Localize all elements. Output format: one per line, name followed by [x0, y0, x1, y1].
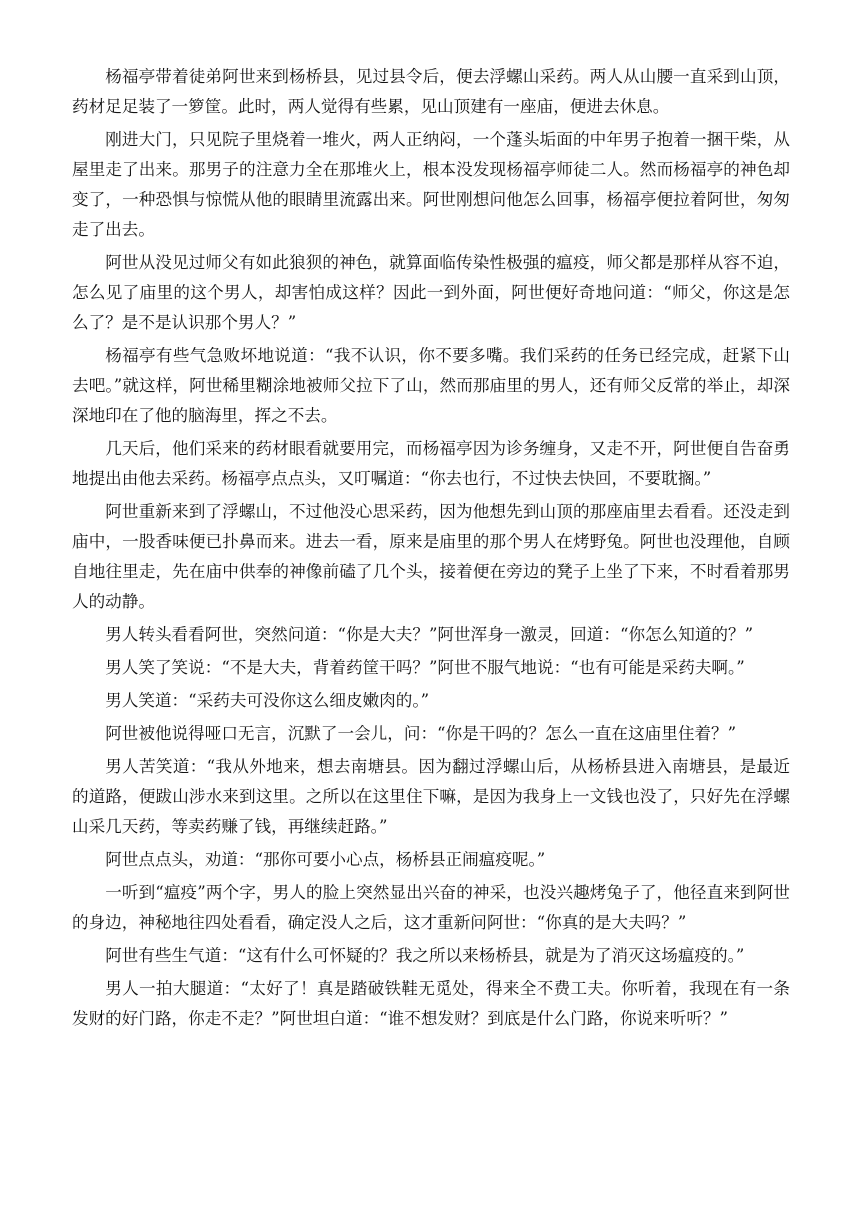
paragraph-12: 阿世点点头，劝道：“那你可要小心点，杨桥县正闹瘟疫呢。”: [105, 850, 546, 869]
paragraph-15: 男人一拍大腿道：“太好了！真是踏破铁鞋无觅处，得来全不费工夫。你听着，我现在有一条发财的好门路，你走不走？”阿世坦白道：“谁不想发财？到底是什么门路，你说来听听？”: [72, 979, 790, 1028]
paragraph-3: 阿世从没见过师父有如此狼狈的神色，就算面临传染性极强的瘟疫，师父都是那样从容不迫，怎么见了庙里的这个男人，却害怕成这样？因此一到外面，阿世便好奇地问道：“师父，你这是怎么了？是不是认识那个男人？”: [72, 253, 790, 332]
paragraph-13: 一听到“瘟疫”两个字，男人的脸上突然显出兴奋的神采，也没兴趣烤兔子了，他径直来到阿世的身边，神秘地往四处看看，确定没人之后，这才重新问阿世：“你真的是大夫吗？”: [72, 883, 790, 932]
paragraph-11: 男人苦笑道：“我从外地来，想去南塘县。因为翻过浮螺山后，从杨桥县进入南塘县，是最近的道路，便跋山涉水来到这里。之所以在这里住下嘛，是因为我身上一文钱也没了，只好先在浮螺山采几天药，等卖药赚了钱，再继续赶路。”: [72, 757, 790, 836]
paragraph-2: 刚进大门，只见院子里烧着一堆火，两人正纳闷，一个蓬头垢面的中年男子抱着一捆干柴，从屋里走了出来。那男子的注意力全在那堆火上，根本没发现杨福亭师徒二人。然而杨福亭的神色却变了，一种恐惧与惊慌从他的眼睛里流露出来。阿世刚想问他怎么回事，杨福亭便拉着阿世，匆匆走了出去。: [72, 130, 790, 239]
paragraph-10: 阿世被他说得哑口无言，沉默了一会儿，问：“你是干吗的？怎么一直在这庙里住着？”: [105, 724, 737, 743]
paragraph-4: 杨福亭有些气急败坏地说道：“我不认识，你不要多嘴。我们采药的任务已经完成，赶紧下山去吧。”就这样，阿世稀里糊涂地被师父拉下了山，然而那庙里的男人，还有师父反常的举止，却深深地印在了他的脑海里，挥之不去。: [72, 346, 790, 425]
paragraph-7: 男人转头看看阿世，突然问道：“你是大夫？”阿世浑身一激灵，回道：“你怎么知道的？”: [105, 625, 754, 644]
paragraph-6: 阿世重新来到了浮螺山，不过他没心思采药，因为他想先到山顶的那座庙里去看看。还没走到庙中，一股香味便已扑鼻而来。进去一看，原来是庙里的那个男人在烤野兔。阿世也没理他，自顾自地往里走，先在庙中供奉的神像前磕了几个头，接着便在旁边的凳子上坐了下来，不时看着那男人的动静。: [72, 502, 790, 611]
document-body: [72, 62, 790, 1037]
paragraph-8: 男人笑了笑说：“不是大夫，背着药筐干吗？”阿世不服气地说：“也有可能是采药夫啊。”: [105, 658, 745, 677]
paragraph-1: 杨福亭带着徒弟阿世来到杨桥县，见过县令后，便去浮螺山采药。两人从山腰一直采到山顶，药材足足装了一箩筐。此时，两人觉得有些累，见山顶建有一座庙，便进去休息。: [72, 67, 790, 116]
paragraph-5: 几天后，他们采来的药材眼看就要用完，而杨福亭因为诊务缠身，又走不开，阿世便自告奋勇地提出由他去采药。杨福亭点点头，又叮嘱道：“你去也行，不过快去快回，不要耽搁。”: [72, 439, 790, 488]
paragraph-9: 男人笑道：“采药夫可没你这么细皮嫩肉的。”: [105, 691, 430, 710]
paragraph-14: 阿世有些生气道：“这有什么可怀疑的？我之所以来杨桥县，就是为了消灭这场瘟疫的。”: [105, 946, 745, 965]
